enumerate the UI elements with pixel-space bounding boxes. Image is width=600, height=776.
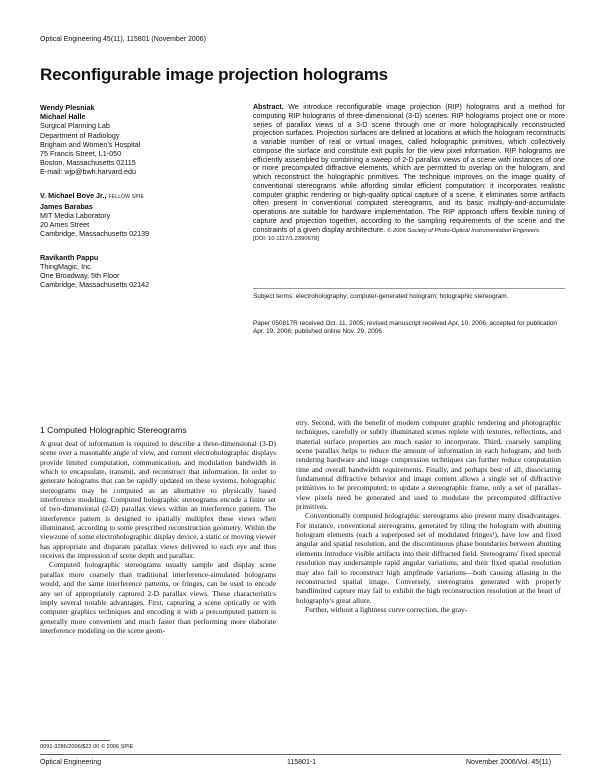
abstract-label: Abstract.	[253, 103, 284, 111]
affiliation-line: Department of Radiology	[40, 130, 120, 140]
author-name: James Barabas	[40, 201, 93, 211]
footer-journal: Optical Engineering	[40, 759, 102, 766]
author-group-3	[40, 253, 255, 290]
affiliation-line: ThingMagic, Inc.	[40, 261, 93, 271]
affiliation-line: Boston, Massachusetts 02115	[40, 158, 136, 168]
divider	[253, 288, 565, 289]
body-paragraph: A great deal of information is required to describe a three-dimensional (3-D) scene over a reasonable angle of view, and current electroholographic displays provide limited computation, communication, and modulation bandwidth in which to encapsulate, transmit, and reconstruct that information. In order to generate holograms that can be rapidly updated on these systems, holographic stereograms may be computed as an alternative to physically based interference modeling. Computed holographic stereograms encode a finite set of two-dimensional (2-D) parallax views within an interference pattern. The interference pattern is designed to spatially multiplex these views when illuminated, according to some prescribed reconstruction geometry. Within the viewzone of some electroholographic display device, a static or moving viewer has appropriate and disparate parallax views delivered to each eye and thus receives the impression of scene depth and parallax.	[40, 439, 276, 561]
copyright-line: 0091-3286/2006/$22.00 © 2006 SPIE	[40, 744, 134, 750]
body-paragraph: etry. Second, with the benefit of modern computer graphic rendering and photographic techniques, carefully or subtly illuminated scenes replete with textures, reflections, and material surface properties are much easier to incorporate. Third, coarsely sampling scene parallax helps to reduce the amount of information in each hologram, and both rendering hardware and image compression techniques can further reduce computation time and overall bandwidth requirements. Finally, and perhaps best of all, dissociating fundamental diffractive behavior and image content allows a single set of diffractive primitives to be precomputed; to update a stereographic frame, only a set of parallax-view pixels need be generated and used to modulate the precomputed diffractive primitives.	[296, 418, 561, 512]
affiliation-line: MIT Media Laboratory	[40, 211, 111, 221]
author-email[interactable]: E-mail: wjp@bwh.harvard.edu	[40, 167, 136, 177]
footer-issue: November 2006/Vol. 45(11)	[466, 759, 552, 766]
journal-header: Optical Engineering 45(11), 115801 (November 2006)	[40, 36, 206, 43]
affiliation-line: 75 Francis Street, L1-050	[40, 149, 122, 159]
affiliation-line: Cambridge, Massachusetts 02142	[40, 280, 150, 290]
divider	[40, 740, 110, 741]
affiliation-line: 20 Ames Street	[40, 220, 90, 230]
author-group-2	[40, 191, 255, 239]
affiliation-line: One Broadway, 5th Floor	[40, 271, 120, 281]
body-paragraph: Conventionally computed holographic stereograms also present many disadvantages. For instance, conventional stereograms, generated by tiling the hologram with abutting hologram elements (each a superposed set of modulated fringes¹), have low and fixed angular and spatial resolution, and the discontinuous phase boundaries between abutting elements introduce visible artifacts into their diffracted field. Stereograms' fixed spectral resolution may undersample rapid angular variations, and their fixed spatial resolution may also fail to reconstruct high amplitude variations—both causing aliasing in the reconstructed spatial image. Conversely, stereograms generated with properly bandlimited capture may fail to exhibit the high reconstruction resolution at the heart of holography's great allure.	[296, 511, 561, 605]
paper-history: Paper 050817R received Oct. 11, 2005; revised manuscript received Apr. 10, 2006; accepted for publication Apr. 19, 2006; published online Nov. 29, 2006.	[253, 320, 557, 336]
body-paragraph: Computed holographic stereograms usually sample and display scene parallax more coarsely than traditional interference-simulated holograms would, and the same interference patterns, or fringes, can be used to encode any set of appropriately captured 2-D parallax views. These characteristics imply several notable advantages. First, capturing a scene optically or with computer graphics techniques and encoding it with a precomputed pattern is generally more convenient and much faster than performing more elaborate interference modeling on the scene geom-	[40, 560, 276, 635]
fellow-badge: FELLOW SPIE	[108, 193, 144, 200]
body-paragraph: Further, without a lightness curve correction, the gray-	[305, 604, 468, 614]
doi-link[interactable]: [DOI: 10.1117/1.2390678]	[253, 236, 319, 243]
author-name: Michael Halle	[40, 112, 86, 122]
author-name: Wendy Plesniak	[40, 103, 95, 112]
author-name-line	[40, 191, 255, 202]
author-group-1	[40, 103, 255, 177]
subject-terms: Subject terms: electroholography; computer-generated hologram; holographic stereogram.	[253, 293, 509, 300]
author-name: Ravikanth Pappu	[40, 252, 99, 262]
abstract	[253, 103, 565, 244]
author-name: V. Michael Bove Jr.,	[40, 190, 107, 200]
divider	[40, 754, 561, 755]
paper-title: Reconfigurable image projection holograms	[40, 65, 388, 84]
footer-page-number: 115801-1	[287, 759, 317, 766]
section-heading: 1 Computed Holographic Stereograms	[40, 425, 187, 435]
affiliation-line: Brigham and Women's Hospital	[40, 139, 141, 149]
body-column-left	[40, 439, 276, 635]
author-block	[40, 103, 255, 299]
affiliation-line: Surgical Planning Lab	[40, 121, 110, 131]
affiliation-line: Cambridge, Massachusetts 02139	[40, 229, 150, 239]
abstract-copyright: © 2006 Society of Photo-Optical Instrumentation Engineers.	[387, 227, 541, 234]
body-column-right	[296, 418, 561, 614]
abstract-text: We introduce reconfigurable image projection (RIP) holograms and a method for computing RIP holograms of three-dimensional (3-D) scenes. RIP holograms project one or more series of parallax views of a 3-D scene through one or more holographically reconstructed projection surfaces. Projection surfaces are defined at locations at which the hologram reconstructs a variable number of real or virtual images, called holographic primitives, which collectively compose the surface and constitute exit pupils for the view pixel information. RIP holograms are efficiently assembled by combining a sweep of 2-D parallax views of a scene with instances of one or more precomputed diffractive elements, which are permitted to overlap on the hologram, and which reconstruct the holographic primitives. The technique improves on the image quality of conventional stereograms while affording similar efficient computation: it incorporates realistic computer graphic rendering or high-quality optical capture of a scene, it eliminates some artifacts often present in conventional computed stereograms, and its basic multiply-and-accumulate operations are suitable for hardware implementation. The RIP approach offers flexible tuning of capture and projection together, according to the sampling requirements of the scene and the constraints of a given display architecture.	[253, 103, 565, 234]
